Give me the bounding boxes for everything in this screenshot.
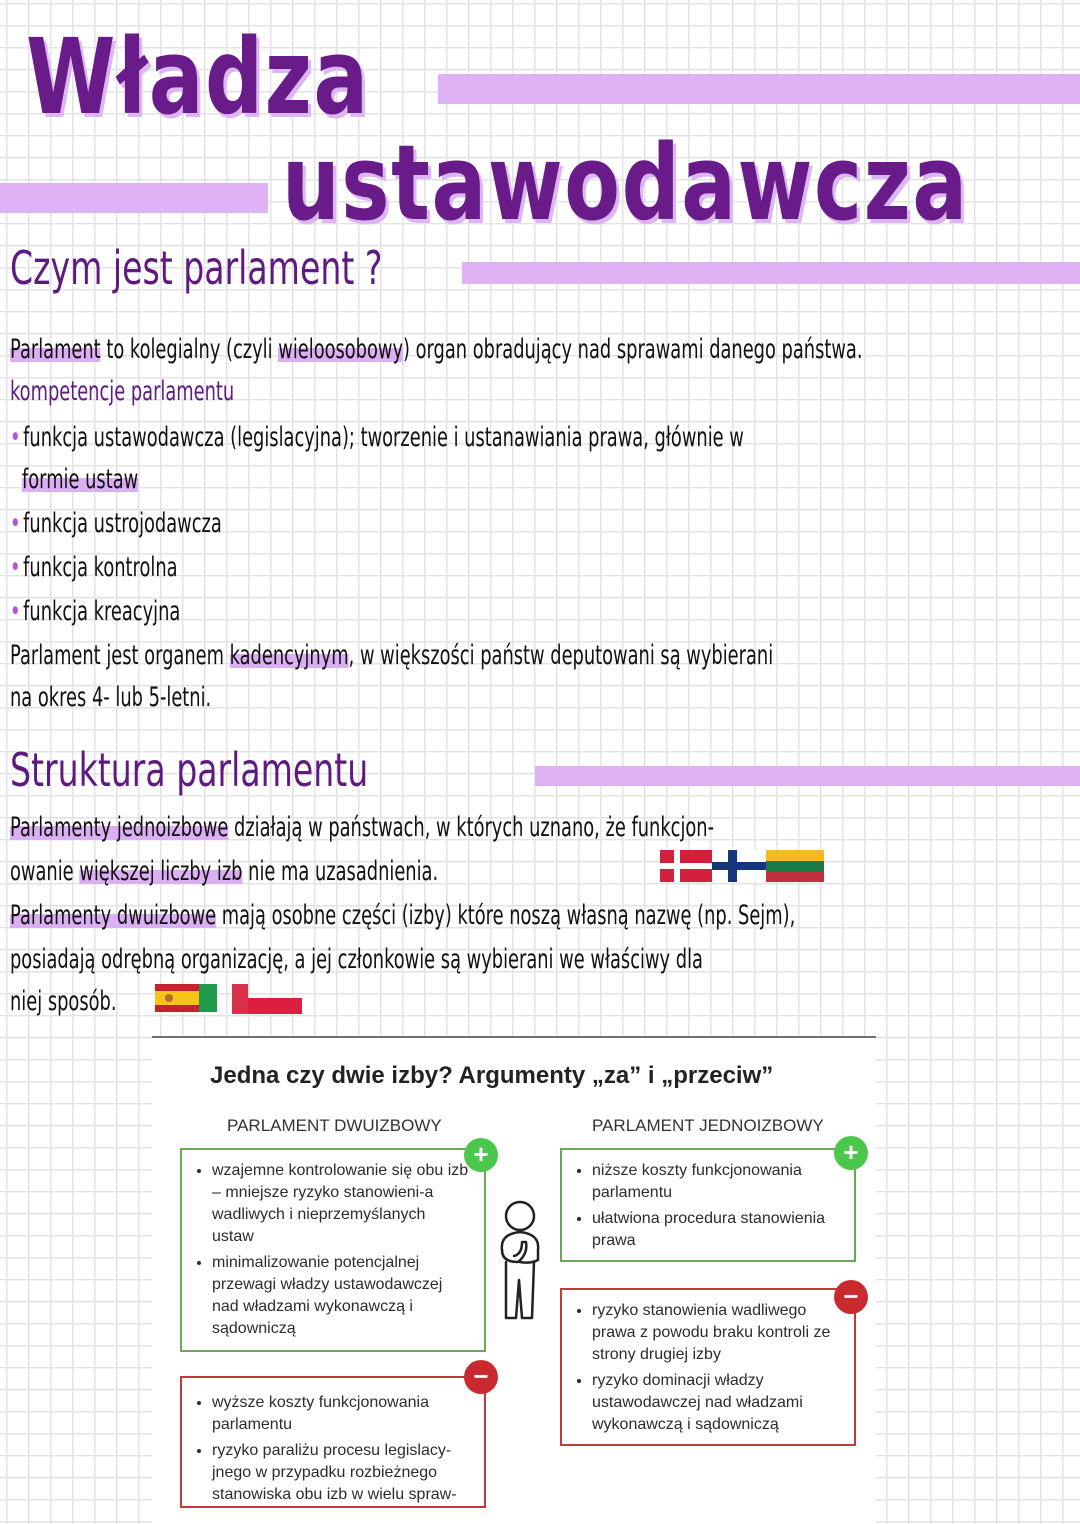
definition-text: Parlament to kolegialny (czyli wieloosobowy) organ obradujący nad sprawami danego państwa. [10, 334, 863, 365]
bullet-icon: • [10, 596, 21, 627]
bicameral-con-item: • wyższe koszty funkcjonowania parlamentu [212, 1392, 470, 1436]
unicameral-text-line-2: owanie większej liczby izb nie ma uzasadnienia. [10, 856, 439, 887]
plus-icon: + [464, 1138, 498, 1172]
bicameral-pro-item: • wzajemne kontrolowanie się obu izb – mniejsze ryzyko stanowieni-a wadliwych i nieprzemyślanych ustaw [212, 1160, 470, 1248]
unicameral-text-line-1: Parlamenty jednoizbowe działają w państwach, w których uznano, że funkcjon- [10, 812, 715, 843]
bicameral-text-line-1: Parlamenty dwuizbowe mają osobne części (izby) które noszą własną nazwę (np. Sejm), [10, 900, 796, 931]
term-text-line-1: Parlament jest organem kadencyjnym, w większości państw deputowani są wybierani [10, 640, 774, 671]
function-item-control: •funkcja kontrolna [10, 552, 178, 583]
function-item-legislative: •funkcja ustawodawcza (legislacyjna); tworzenie i ustanawiania prawa, głównie w [10, 422, 744, 453]
function-item-legislative-cont: formie ustaw [22, 464, 139, 495]
unicameral-pro-item: • ułatwiona procedura stanowienia prawa [592, 1208, 840, 1252]
section-heading-structure: Struktura parlamentu [10, 743, 369, 797]
flag-finland-icon [712, 850, 768, 882]
column-title-unicameral: PARLAMENT JEDNOIZBOWY [592, 1116, 824, 1135]
section-heading-parlament: Czym jest parlament ? [10, 241, 383, 295]
bicameral-cons-box [180, 1376, 486, 1508]
bullet-icon: • [10, 422, 21, 453]
title-highlight-bar-2 [0, 183, 268, 213]
minus-icon: − [834, 1280, 868, 1314]
infographic-panel [152, 1036, 876, 1524]
thinking-person-icon [490, 1198, 550, 1328]
competences-heading: kompetencje parlamentu [10, 376, 235, 407]
bicameral-pro-item: • minimalizowanie potencjalnej przewagi władzy ustawodawczej nad władzami wykonawczą i sądowniczą [212, 1252, 470, 1340]
flag-denmark-icon [660, 850, 712, 882]
plus-icon: + [834, 1136, 868, 1170]
infographic-title: Jedna czy dwie izby? Argumenty „za” i „przeciw” [210, 1062, 774, 1089]
term-unicameral: Parlamenty jednoizbowe [10, 812, 229, 843]
page-title-line-1: Władza [26, 16, 370, 138]
title-highlight-bar-1 [438, 74, 1080, 104]
unicameral-con-item: • ryzyko stanowienia wadliwego prawa z powodu braku kontroli ze strony drugiej izby [592, 1300, 840, 1366]
flag-poland-icon [232, 984, 302, 1014]
term-parlament: Parlament [10, 334, 101, 365]
function-item-creative: •funkcja kreacyjna [10, 596, 181, 627]
bullet-icon: • [10, 552, 21, 583]
unicameral-pro-item: • niższe koszty funkcjonowania parlamentu [592, 1160, 840, 1204]
flag-spain-icon [155, 984, 217, 1012]
unicameral-pros-box [560, 1148, 856, 1262]
bicameral-text-line-3: niej sposób. [10, 986, 117, 1017]
function-item-constitutional: •funkcja ustrojodawcza [10, 508, 222, 539]
heading-highlight-bar-2 [535, 766, 1080, 786]
term-text-line-2: na okres 4- lub 5-letni. [10, 682, 212, 713]
bicameral-pros-box [180, 1148, 486, 1352]
heading-highlight-bar [462, 262, 1080, 284]
unicameral-cons-box [560, 1288, 856, 1446]
column-title-bicameral: PARLAMENT DWUIZBOWY [227, 1116, 442, 1135]
term-bicameral: Parlamenty dwuizbowe [10, 900, 217, 931]
minus-icon: − [464, 1360, 498, 1394]
unicameral-con-item: • ryzyko dominacji władzy ustawodawczej nad władzami wykonawczą i sądowniczą [592, 1370, 840, 1436]
flag-lithuania-icon [766, 850, 824, 882]
bicameral-text-line-2: posiadają odrębną organizację, a jej członkowie są wybierani we właściwy dla [10, 944, 703, 975]
page-title-line-2: ustawodawcza [282, 122, 969, 244]
bullet-icon: • [10, 508, 21, 539]
bicameral-con-item: • ryzyko paraliżu procesu legislacy-jnego w przypadku rozbieżnego stanowiska obu izb w wielu spraw- [212, 1440, 470, 1506]
